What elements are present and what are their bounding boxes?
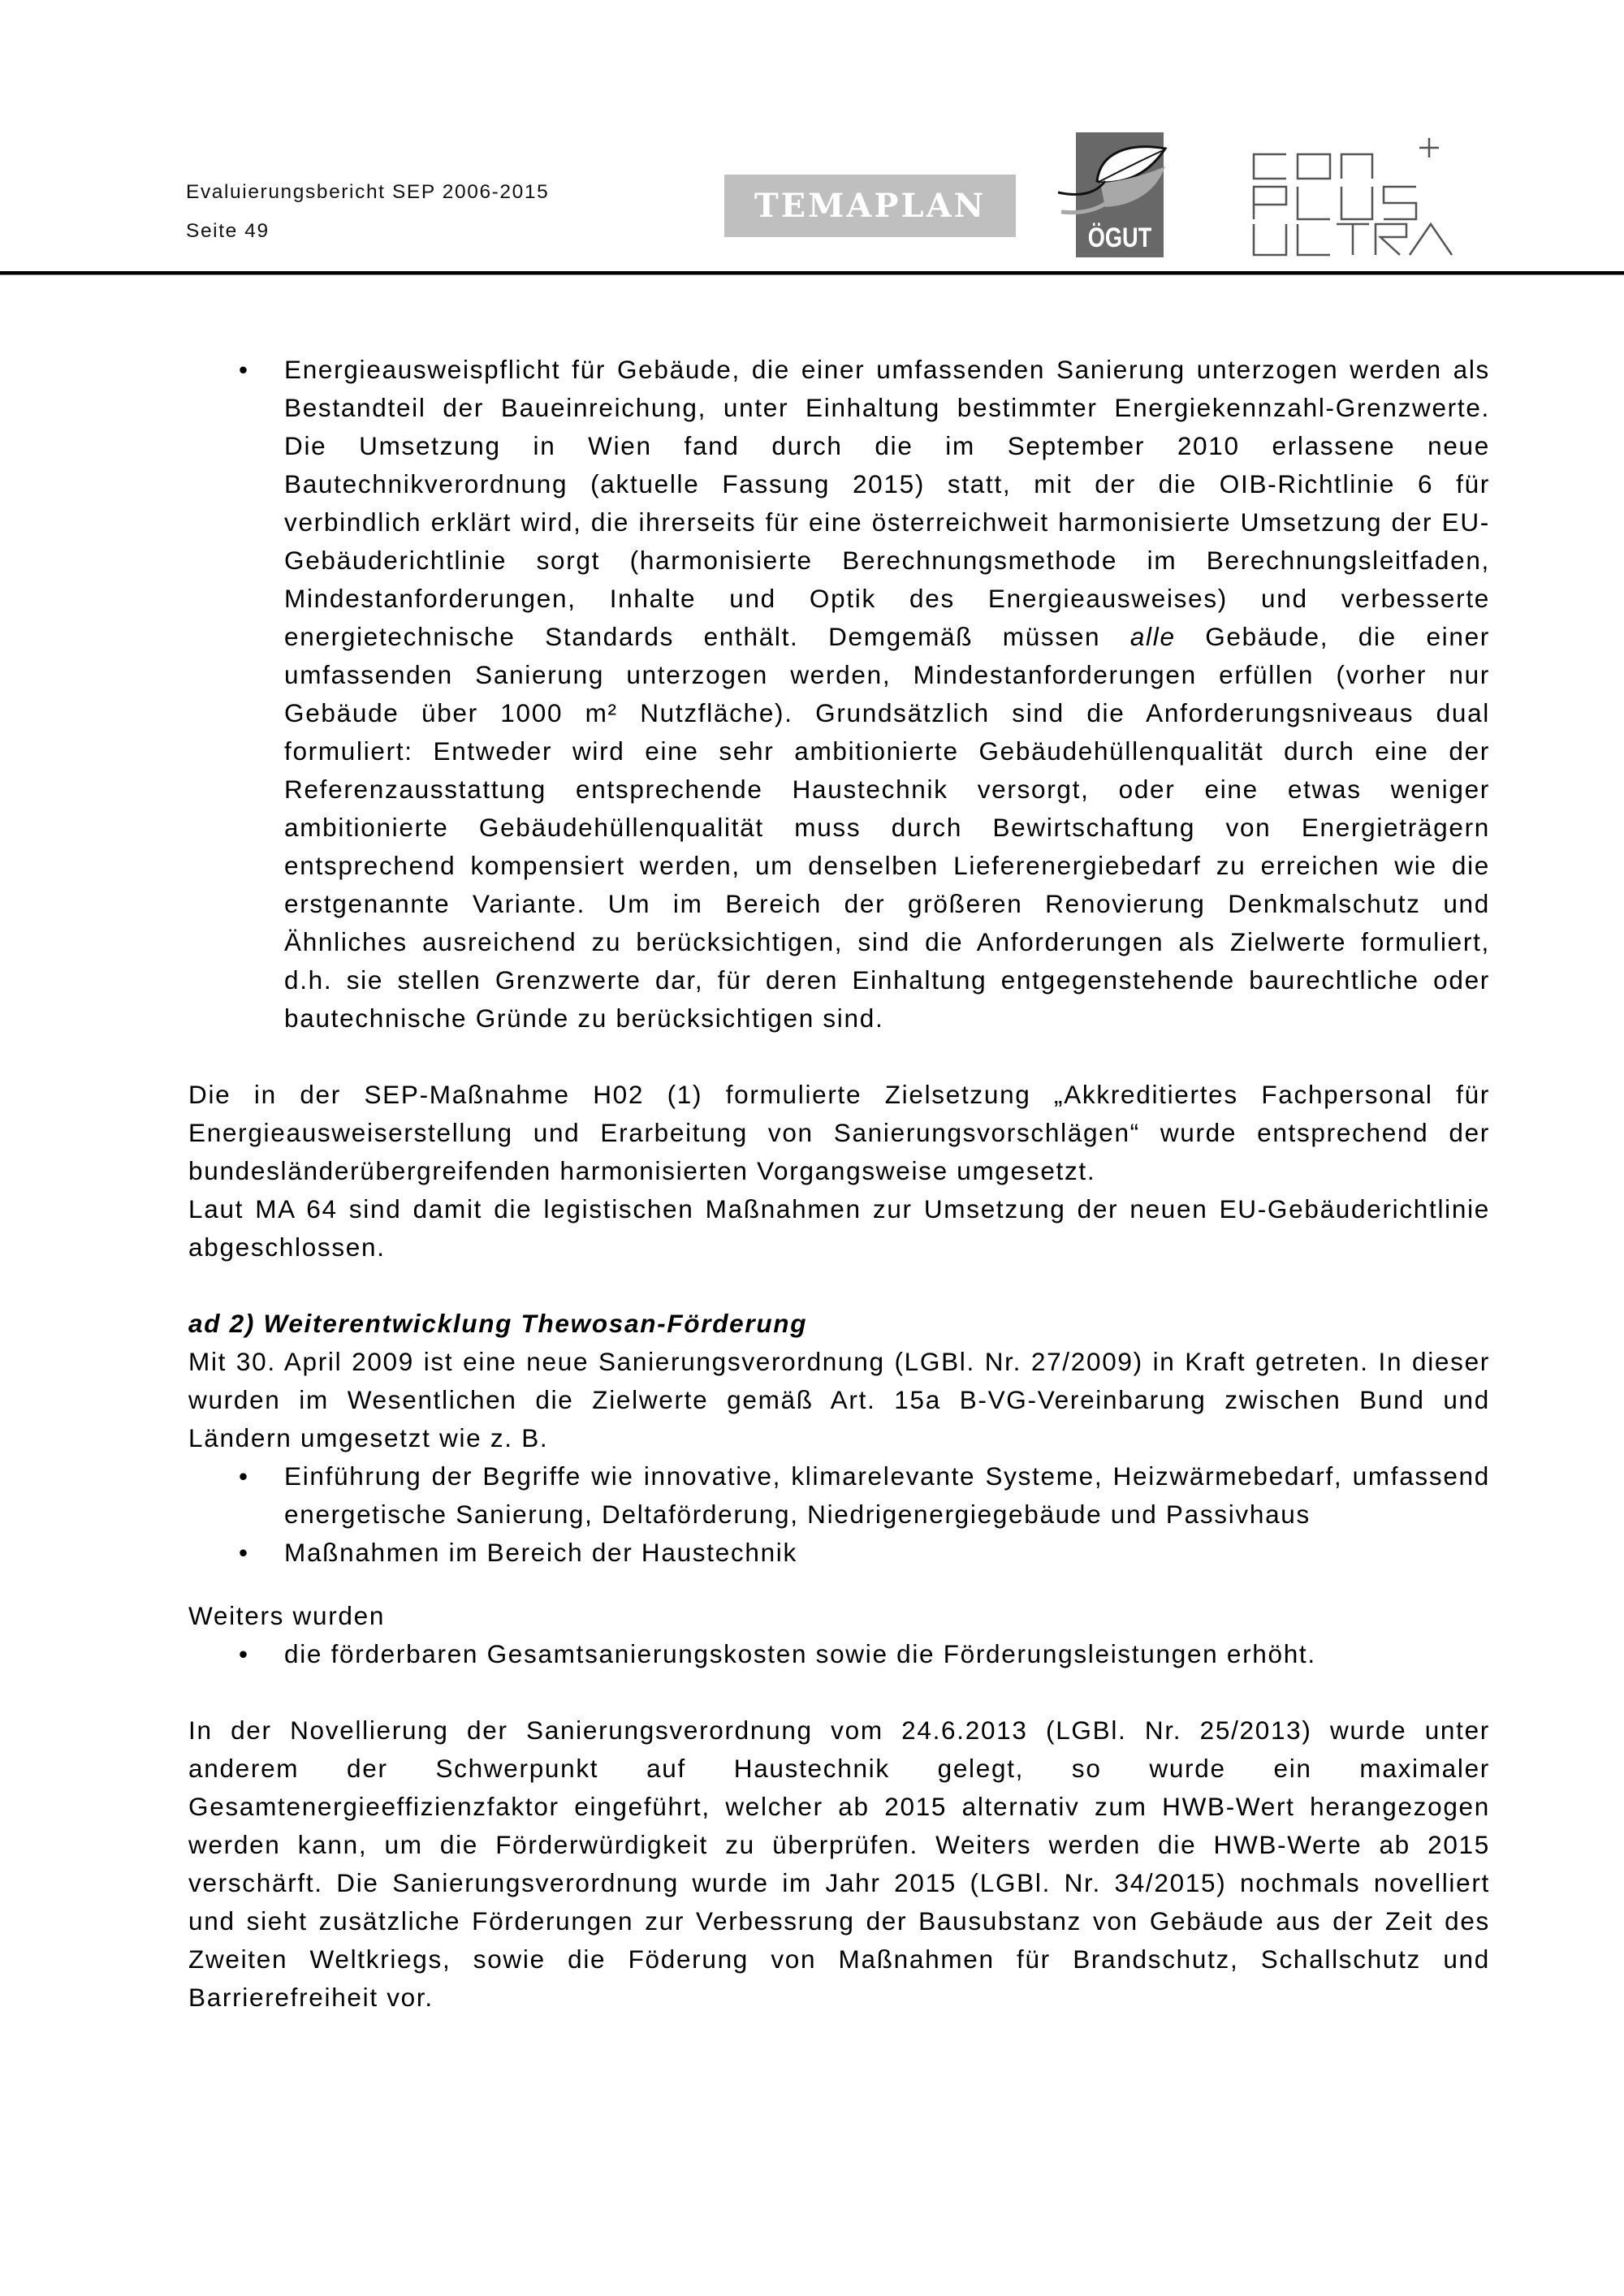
list-item [188, 1534, 1490, 1572]
paragraph-weiters: Weiters wurden [188, 1601, 386, 1630]
bullet-text: Einführung der Begriffe wie innovative, klimarelevante Systeme, Heizwärmebedarf, umfassend energetische Sanierung, Deltaförderung, Niedrigenergiegebäude und Passivhaus [284, 1461, 1490, 1529]
page-header [0, 0, 1624, 276]
document-title: Evaluierungsbericht SEP 2006-2015 [186, 181, 550, 203]
spacer [188, 1038, 1490, 1076]
spacer [188, 1572, 1490, 1597]
list-item [188, 351, 1490, 1038]
paragraph-2013: In der Novellierung der Sanierungsverordnung vom 24.6.2013 (LGBl. Nr. 25/2013) wurde unter anderem der Schwerpunkt auf Haustechnik gelegt, so wurde ein maximaler Gesamtenergieeffizienzfaktor eingeführt, welcher ab 2015 alternativ zum HWB-Wert herangezogen werden kann, um die Förderwürdigkeit zu überprüfen. Weiters werden die HWB-Werte ab 2015 verschärft. Die Sanierungsverordnung wurde im Jahr 2015 (LGBl. Nr. 34/2015) nochmals novelliert und sieht zusätzliche Förderungen zur Verbessrung der Bausubstanz von Gebäude aus der Zeit des Zweiten Weltkriegs, sowie die Föderung von Maßnahmen für Brandschutz, Schallschutz und Barrierefreiheit vor. [188, 1716, 1490, 2012]
header-divider [0, 271, 1624, 275]
paragraph-ma64: Laut MA 64 sind damit die legistischen Maßnahmen zur Umsetzung der neuen EU-Gebäuderichtlinie abgeschlossen. [188, 1194, 1490, 1262]
emphasis-alle: alle [1129, 622, 1176, 651]
paragraph-sep-massnahme: Die in der SEP-Maßnahme H02 (1) formulierte Zielsetzung „Akkreditiertes Fachpersonal für Energieausweiserstellung und Erarbeitung von Sanierungsvorschlägen“ wurde entsprechend der bundesländerübergreifenden harmonisierten Vorgangsweise umgesetzt. [188, 1080, 1490, 1185]
list-item [188, 1457, 1490, 1534]
temaplan-logo [724, 175, 1016, 237]
page-number: Seite 49 [186, 220, 270, 242]
paragraph-2009: Mit 30. April 2009 ist eine neue Sanierungsverordnung (LGBl. Nr. 27/2009) in Kraft getreten. In dieser wurden im Wesentlichen die Zielwerte gemäß Art. 15a B-VG-Vereinbarung zwischen Bund und Ländern umgesetzt wie z. B. [188, 1347, 1490, 1452]
bullet-text: Energieausweispflicht für Gebäude, die einer umfassenden Sanierung unterzogen werden als Bestandteil der Baueinreichung, unter Einhaltung bestimmter Energiekennzahl-Grenzwerte. Die Umsetzung in Wien fand durch die im September 2010 erlassene neue Bautechnikverordnung (aktuelle Fassung 2015) statt, mit der die OIB-Richtlinie 6 für verbindlich erklärt wird, die ihrerseits für eine österreichweit harmonisierte Umsetzung der EU-Gebäuderichtlinie sorgt (harmonisierte Berechnungsmethode im Berechnungsleitfaden, Mindestanforderungen, Inhalte und Optik des Energieausweises) und verbesserte energietechnische Standards enthält. Demgemäß müssen alle Gebäude, die einer umfassenden Sanierung unterzogen werden, Mindestanforderungen erfüllen (vorher nur Gebäude über 1000 m² Nutzfläche). Grundsätzlich sind die Anforderungsniveaus dual formuliert: Entweder wird eine sehr ambitionierte Gebäudehüllenqualität durch eine der Referenzausstattung entsprechende Haustechnik versorgt, oder eine etwas weniger ambitionierte Gebäudehüllenqualität muss durch Bewirtschaftung von Energieträgern entsprechend kompensiert werden, um denselben Lieferenergiebedarf zu erreichen wie die erstgenannte Variante. Um im Bereich der größeren Renovierung Denkmalschutz und Ähnliches ausreichend zu berücksichtigen, sind die Anforderungen als Zielwerte formuliert, d.h. sie stellen Grenzwerte dar, für deren Einhaltung entgegenstehende baurechtliche oder bautechnische Gründe zu berücksichtigen sind. [284, 355, 1490, 1033]
ogut-logo [1076, 132, 1164, 257]
spacer [188, 1673, 1490, 1711]
bullet-text: die förderbaren Gesamtsanierungskosten sowie die Förderungsleistungen erhöht. [284, 1639, 1316, 1668]
document-body [188, 351, 1490, 2017]
conplusultra-logo [1250, 136, 1453, 258]
list-item [188, 1635, 1490, 1673]
spacer [188, 1267, 1490, 1305]
bullet-icon: • [239, 1538, 249, 1567]
section-heading: ad 2) Weiterentwicklung Thewosan-Förderung [188, 1309, 808, 1338]
temaplan-logo-text: TEMAPLAN [754, 187, 987, 225]
ogut-logo-text: ÖGUT [1087, 222, 1152, 253]
bullet-text: Maßnahmen im Bereich der Haustechnik [284, 1538, 797, 1567]
leaf-icon [1052, 132, 1173, 222]
conplusultra-wordmark-icon [1250, 136, 1453, 258]
bullet-icon: • [239, 1639, 249, 1668]
bullet-icon: • [239, 355, 249, 384]
bullet-icon: • [239, 1461, 249, 1491]
